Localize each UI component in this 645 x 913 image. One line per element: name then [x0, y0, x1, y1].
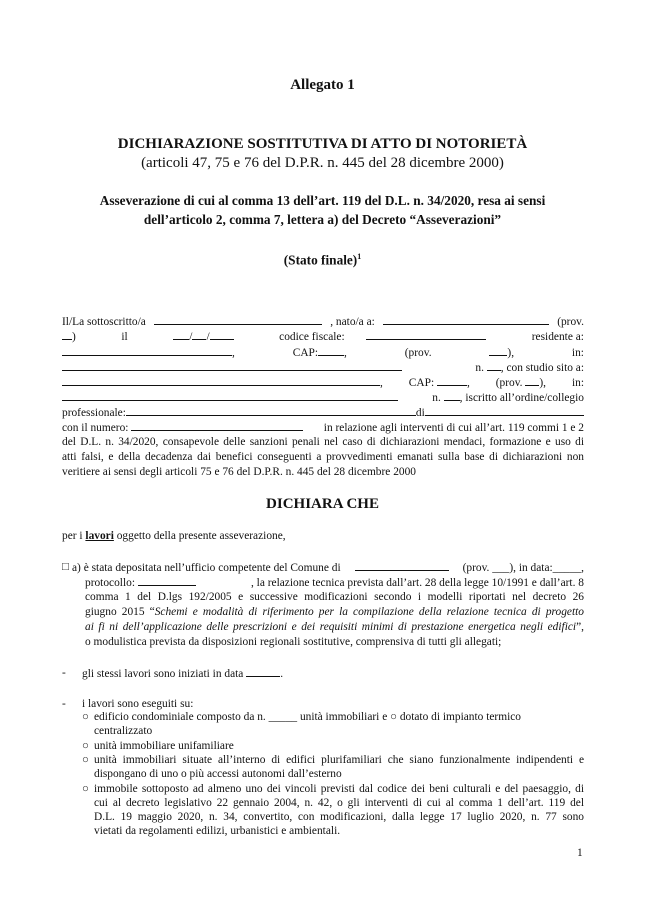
option-1-radio[interactable]: ○	[82, 711, 89, 723]
form-line-7: professionale: di	[62, 405, 584, 421]
footnote-ref: 1	[357, 252, 362, 261]
option-4-line-4: vietati da regolamenti edilizi, urbanistici e ambientali.	[94, 825, 341, 837]
birth-day-field[interactable]	[173, 329, 189, 340]
birth-prov-field[interactable]	[62, 329, 72, 340]
item-a-checkbox[interactable]: □	[62, 561, 69, 573]
studio-number-field[interactable]	[444, 390, 460, 401]
birth-month-field[interactable]	[192, 329, 206, 340]
form-text-1: del D.L. n. 34/2020, consapevole delle sanzioni penali nel caso di dichiarazioni mendaci, formazione e uso di	[62, 436, 584, 448]
birth-year-field[interactable]	[210, 329, 234, 340]
codice-fiscale-field[interactable]	[366, 329, 486, 340]
option-2-line-1: unità immobiliare unifamiliare	[94, 740, 234, 752]
studio-prov-field[interactable]	[525, 375, 539, 386]
form-line-3: , CAP: , (prov. ), in:	[62, 345, 584, 361]
item-a-line-1: a) è stata depositata nell’ufficio competente del Comune di (prov. ___), in data:_____,	[72, 562, 584, 574]
name-field[interactable]	[154, 314, 322, 325]
page-number: 1	[577, 847, 583, 859]
form-line-6: n. , iscritto all’ordine/collegio	[62, 390, 584, 406]
ordine-city-field[interactable]	[425, 405, 584, 416]
form-text-3: veritiere ai sensi degli articoli 75 e 76 del D.P.R. n. 445 del 28 dicembre 2000	[62, 466, 416, 478]
residence-cap-field[interactable]	[318, 345, 344, 356]
option-4-radio[interactable]: ○	[82, 783, 89, 795]
option-4-line-3: D.L. 19 maggio 2020, n. 34, convertito, con modificazioni, dalla legge 17 luglio 2020, n. 77 sono	[94, 811, 584, 823]
form-text-2: atti falsi, e della decadenza dai benefici conseguenti a provvedimenti emanati sulla base di dichiarazioni non	[62, 451, 584, 463]
ordine-field[interactable]	[126, 405, 416, 416]
form-line-8: con il numero: in relazione agli interventi di cui all’art. 119 commi 1 e 2	[62, 422, 584, 434]
option-1-line-1: edificio condominiale composto da n. _____ unità immobiliari e ○ dotato di impianto termico	[94, 711, 521, 723]
residence-number-field[interactable]	[487, 360, 501, 371]
item-c-dash: -	[62, 698, 66, 710]
document-title: DICHIARAZIONE SOSTITUTIVA DI ATTO DI NOTORIETÀ	[117, 136, 528, 152]
studio-cap-field[interactable]	[437, 375, 467, 386]
form-line-1: Il/La sottoscritto/a , nato/a a: (prov.	[62, 316, 584, 328]
item-b-dash: -	[62, 667, 66, 679]
asseverazione-line-2: dell’articolo 2, comma 7, lettera a) del Decreto “Asseverazioni”	[143, 212, 502, 227]
stato-finale: (Stato finale)$^1$	[283, 252, 362, 268]
option-3-line-2: dispongano di uno o più accessi autonomi dall’esterno	[94, 768, 342, 780]
item-c-text: i lavori sono eseguiti su:	[82, 698, 194, 710]
option-1-line-2: centralizzato	[94, 725, 153, 737]
residence-address-field[interactable]	[62, 360, 402, 371]
asseverazione-line-1: Asseverazione di cui al comma 13 dell’art. 119 del D.L. n. 34/2020, resa ai sensi	[99, 193, 546, 208]
allegato-label: Allegato 1	[290, 77, 355, 93]
item-a-line-5: ai fi ni dell’applicazione delle prescrizioni e dei requisiti minimi di prestazione energetica negli edifici”,	[85, 621, 584, 633]
form-line-4: n. , con studio sito a:	[62, 360, 584, 376]
residence-prov-field[interactable]	[489, 345, 507, 356]
intro-text: per i lavori oggetto della presente asseverazione,	[62, 530, 286, 542]
item-a-line-6: o modulistica prevista da disposizioni regionali sostitutive, comprensiva di tutti gli allegati;	[85, 636, 502, 648]
birthplace-field[interactable]	[383, 314, 549, 325]
comune-field[interactable]	[355, 560, 449, 571]
protocollo-field[interactable]	[138, 575, 196, 586]
registration-number-field[interactable]	[131, 420, 303, 431]
residence-field[interactable]	[62, 345, 232, 356]
option-4-line-1: immobile sottoposto ad almeno uno dei vincoli previsti dal codice dei beni culturali e del paesaggio, di	[94, 783, 584, 795]
option-3-radio[interactable]: ○	[82, 754, 89, 766]
form-line-2: ) il / / codice fiscale: residente a:	[62, 329, 584, 345]
option-2-radio[interactable]: ○	[82, 740, 89, 752]
item-b-text: gli stessi lavori sono iniziati in data .	[82, 668, 284, 680]
item-a-line-2: protocollo: , la relazione tecnica prevista dall’art. 28 della legge 10/1991 e dall’art. 8	[85, 577, 584, 589]
dichiara-heading: DICHIARA CHE	[266, 496, 379, 512]
option-4-line-2: cui al decreto legislativo 22 gennaio 2004, n. 42, o gli interventi di cui al comma 1 dell’art. 119 del	[94, 797, 584, 809]
document-subtitle: (articoli 47, 75 e 76 del D.P.R. n. 445 del 28 dicembre 2000)	[141, 155, 504, 171]
option-3-line-1: unità immobiliari situate all’interno di edifici plurifamiliari che siano funzionalmente indipendenti e	[94, 754, 584, 766]
item-a-line-4: giugno 2015 “Schemi e modalità di riferimento per la compilazione della relazione tecnica di progetto	[85, 606, 584, 618]
studio-city-field[interactable]	[62, 375, 380, 386]
start-date-field[interactable]	[246, 666, 280, 677]
item-a-line-3: comma 1 del D.lgs 192/2005 e successive modificazioni secondo i modelli riportati nel decreto 26	[85, 591, 584, 603]
form-line-5: , CAP: , (prov. ), in:	[62, 375, 584, 391]
studio-address-field[interactable]	[62, 390, 398, 401]
